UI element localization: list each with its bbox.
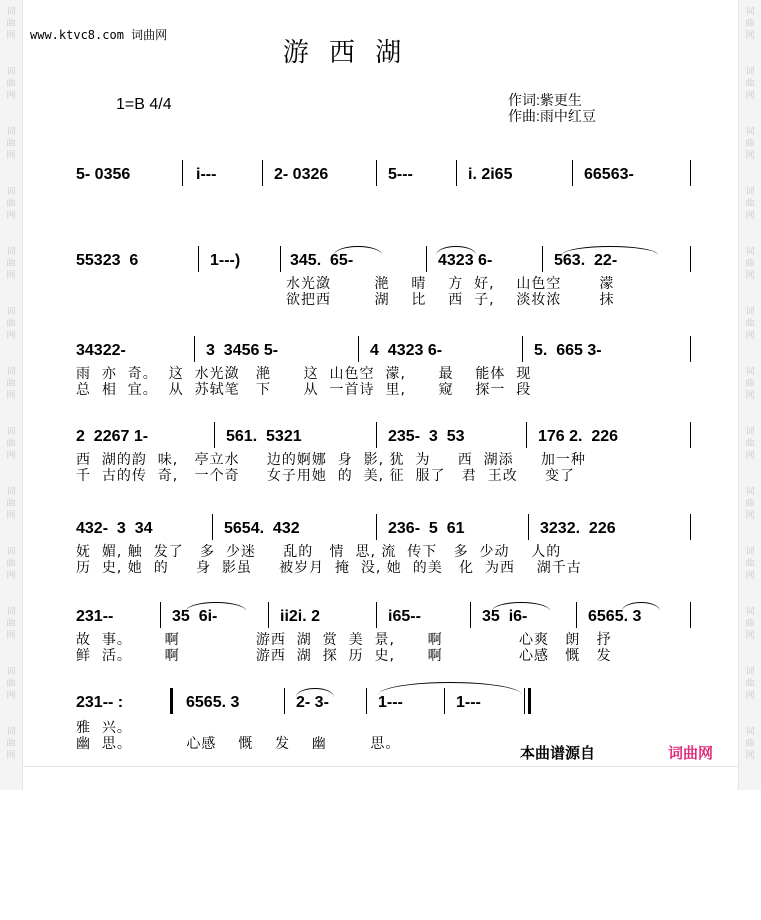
score-system-2 <box>72 244 694 308</box>
watermark-text: 词 曲 网 <box>745 727 755 761</box>
barline <box>526 422 527 448</box>
barline <box>524 688 525 714</box>
watermark-text: 词 曲 网 <box>745 367 755 401</box>
measure: 4 4323 6- <box>370 342 443 359</box>
watermark-text: 词 曲 网 <box>745 307 755 341</box>
measure: 231-- <box>76 608 114 625</box>
watermark-text: 词 曲 网 <box>6 367 16 401</box>
watermark-text: 词 曲 网 <box>745 487 755 521</box>
measure: 5. 665 3- <box>534 342 602 359</box>
measure: ii2i. 2 <box>280 608 321 625</box>
measure: 66563- <box>584 166 634 183</box>
score-system-1 <box>72 158 694 188</box>
measure: 2- 3- <box>296 694 329 711</box>
measure: 3 3456 5- <box>206 342 279 359</box>
lyric-line-2: 欲把西 湖 比 西 子, 淡妆浓 抹 <box>286 292 615 308</box>
watermark-text: 词 曲 网 <box>6 487 16 521</box>
lyric-line-2: 幽 思。 心感 慨 发 幽 思。 <box>76 736 401 752</box>
lyric-line-1: 西 湖的韵 味, 亭立水 边的婀娜 身 影, 犹 为 西 湖添 加一种 <box>76 452 586 468</box>
score-system-6 <box>72 600 694 664</box>
barline <box>522 336 523 362</box>
measure: 432- 3 34 <box>76 520 153 537</box>
barline <box>160 602 161 628</box>
source-note: 本曲谱源自 <box>520 745 596 762</box>
barline <box>542 246 543 272</box>
brand-logo: 词曲网 <box>668 745 714 762</box>
measure: 236- 5 61 <box>388 520 465 537</box>
watermark-text: 词 曲 网 <box>6 607 16 641</box>
watermark-text: 词 曲 网 <box>6 7 16 41</box>
measure: 4323 6- <box>438 252 493 269</box>
measure: 34322- <box>76 342 126 359</box>
measure: 1--- <box>456 694 481 711</box>
lyric-line-1: 雨 亦 奇。 这 水光潋 滟 这 山色空 濛, 最 能体 现 <box>76 366 532 382</box>
score-system-4 <box>72 420 694 484</box>
watermark-text: 词 曲 网 <box>6 307 16 341</box>
measure: i--- <box>196 166 217 183</box>
barline <box>470 602 471 628</box>
song-title: 游 西 湖 <box>282 38 408 68</box>
barline <box>280 246 281 272</box>
site-url-link[interactable]: www.ktvc8.com <box>30 28 124 42</box>
key-signature: 1=B 4/4 <box>116 96 172 113</box>
measure: i. 2i65 <box>468 166 513 183</box>
measure: 55323 6 <box>76 252 139 269</box>
measure: 5- 0356 <box>76 166 131 183</box>
watermark-text: 词 曲 网 <box>6 727 16 761</box>
barline <box>528 514 529 540</box>
watermark-text: 词 曲 网 <box>6 247 16 281</box>
measure: 3232. 226 <box>540 520 616 537</box>
barline <box>214 422 215 448</box>
barline <box>426 246 427 272</box>
barline <box>366 688 367 714</box>
lyric-line-1: 故 事。 啊 游西 湖 赏 美 景, 啊 心爽 朗 抒 <box>76 632 612 648</box>
measure: 561. 5321 <box>226 428 302 445</box>
barline <box>284 688 285 714</box>
measure: 235- 3 53 <box>388 428 465 445</box>
barline <box>376 602 377 628</box>
credits <box>508 92 596 124</box>
measure: 1---) <box>210 252 241 269</box>
measure: 1--- <box>378 694 403 711</box>
composer-credit: 作曲:雨中红豆 <box>508 108 596 124</box>
measure: 176 2. 226 <box>538 428 619 445</box>
measure: 345. 65- <box>290 252 354 269</box>
watermark-text: 词 曲 网 <box>745 127 755 161</box>
barline <box>198 246 199 272</box>
score-system-7 <box>72 686 694 752</box>
watermark-text: 词 曲 网 <box>745 67 755 101</box>
barline <box>268 602 269 628</box>
lyric-line-1: 水光潋 滟 晴 方 好, 山色空 濛 <box>286 276 615 292</box>
measure: 6565. 3 <box>186 694 240 711</box>
measure: 35 i6- <box>482 608 528 625</box>
score-system-3 <box>72 334 694 398</box>
site-name: 词曲网 <box>131 28 168 42</box>
barline <box>456 160 457 186</box>
barline <box>690 602 691 628</box>
barline <box>358 336 359 362</box>
watermark-text: 词 曲 网 <box>6 667 16 701</box>
lyric-line-2: 历 史, 她 的 身 影虽 被岁月 掩 没, 她 的美 化 为西 湖千古 <box>76 560 582 576</box>
measure: 5--- <box>388 166 413 183</box>
barline <box>376 514 377 540</box>
watermark-text: 词 曲 网 <box>6 67 16 101</box>
watermark-text: 词 曲 网 <box>745 607 755 641</box>
barline <box>690 160 691 186</box>
lyric-line-2: 鲜 活。 啊 游西 湖 探 历 史, 啊 心感 慨 发 <box>76 648 612 664</box>
repeat-barline <box>170 688 173 714</box>
barline <box>376 422 377 448</box>
watermark-text: 词 曲 网 <box>745 7 755 41</box>
barline <box>572 160 573 186</box>
measure: 231-- : <box>76 694 124 711</box>
measure: 6565. 3 <box>588 608 642 625</box>
barline <box>376 160 377 186</box>
watermark-text: 词 曲 网 <box>745 187 755 221</box>
measure: 2 2267 1- <box>76 428 149 445</box>
barline <box>262 160 263 186</box>
watermark-text: 词 曲 网 <box>6 547 16 581</box>
measure: 5654. 432 <box>224 520 300 537</box>
watermark-text: 词 曲 网 <box>6 427 16 461</box>
watermark-text: 词 曲 网 <box>745 247 755 281</box>
lyric-line-1: 妩 媚, 触 发了 多 少迷 乱的 情 思, 流 传下 多 少动 人的 <box>76 544 562 560</box>
measure: 35 6i- <box>172 608 218 625</box>
watermark-text: 词 曲 网 <box>745 667 755 701</box>
barline <box>182 160 183 186</box>
barline <box>444 688 445 714</box>
watermark-text: 词 曲 网 <box>6 127 16 161</box>
final-barline <box>528 688 531 714</box>
barline <box>690 422 691 448</box>
watermark-text: 词 曲 网 <box>6 187 16 221</box>
left-watermark-strip <box>0 0 23 790</box>
lyric-line-2: 总 相 宜。 从 苏轼笔 下 从 一首诗 里, 窥 探一 段 <box>76 382 532 398</box>
barline <box>212 514 213 540</box>
barline <box>576 602 577 628</box>
barline <box>690 336 691 362</box>
lyricist-credit: 作词:紫更生 <box>508 92 582 108</box>
watermark-text: 词 曲 网 <box>745 547 755 581</box>
measure: 2- 0326 <box>274 166 329 183</box>
lyric-line-1: 雅 兴。 <box>76 720 132 736</box>
watermark-text: 词 曲 网 <box>745 427 755 461</box>
measure: i65-- <box>388 608 421 625</box>
barline <box>690 514 691 540</box>
measure: 563. 22- <box>554 252 618 269</box>
lyric-line-2: 千 古的传 奇, 一个奇 女子用她 的 美, 征 服了 君 王改 变了 <box>76 468 575 484</box>
score-system-5 <box>72 512 694 576</box>
barline <box>194 336 195 362</box>
right-watermark-strip <box>738 0 761 790</box>
bottom-rule <box>22 766 739 767</box>
barline <box>690 246 691 272</box>
